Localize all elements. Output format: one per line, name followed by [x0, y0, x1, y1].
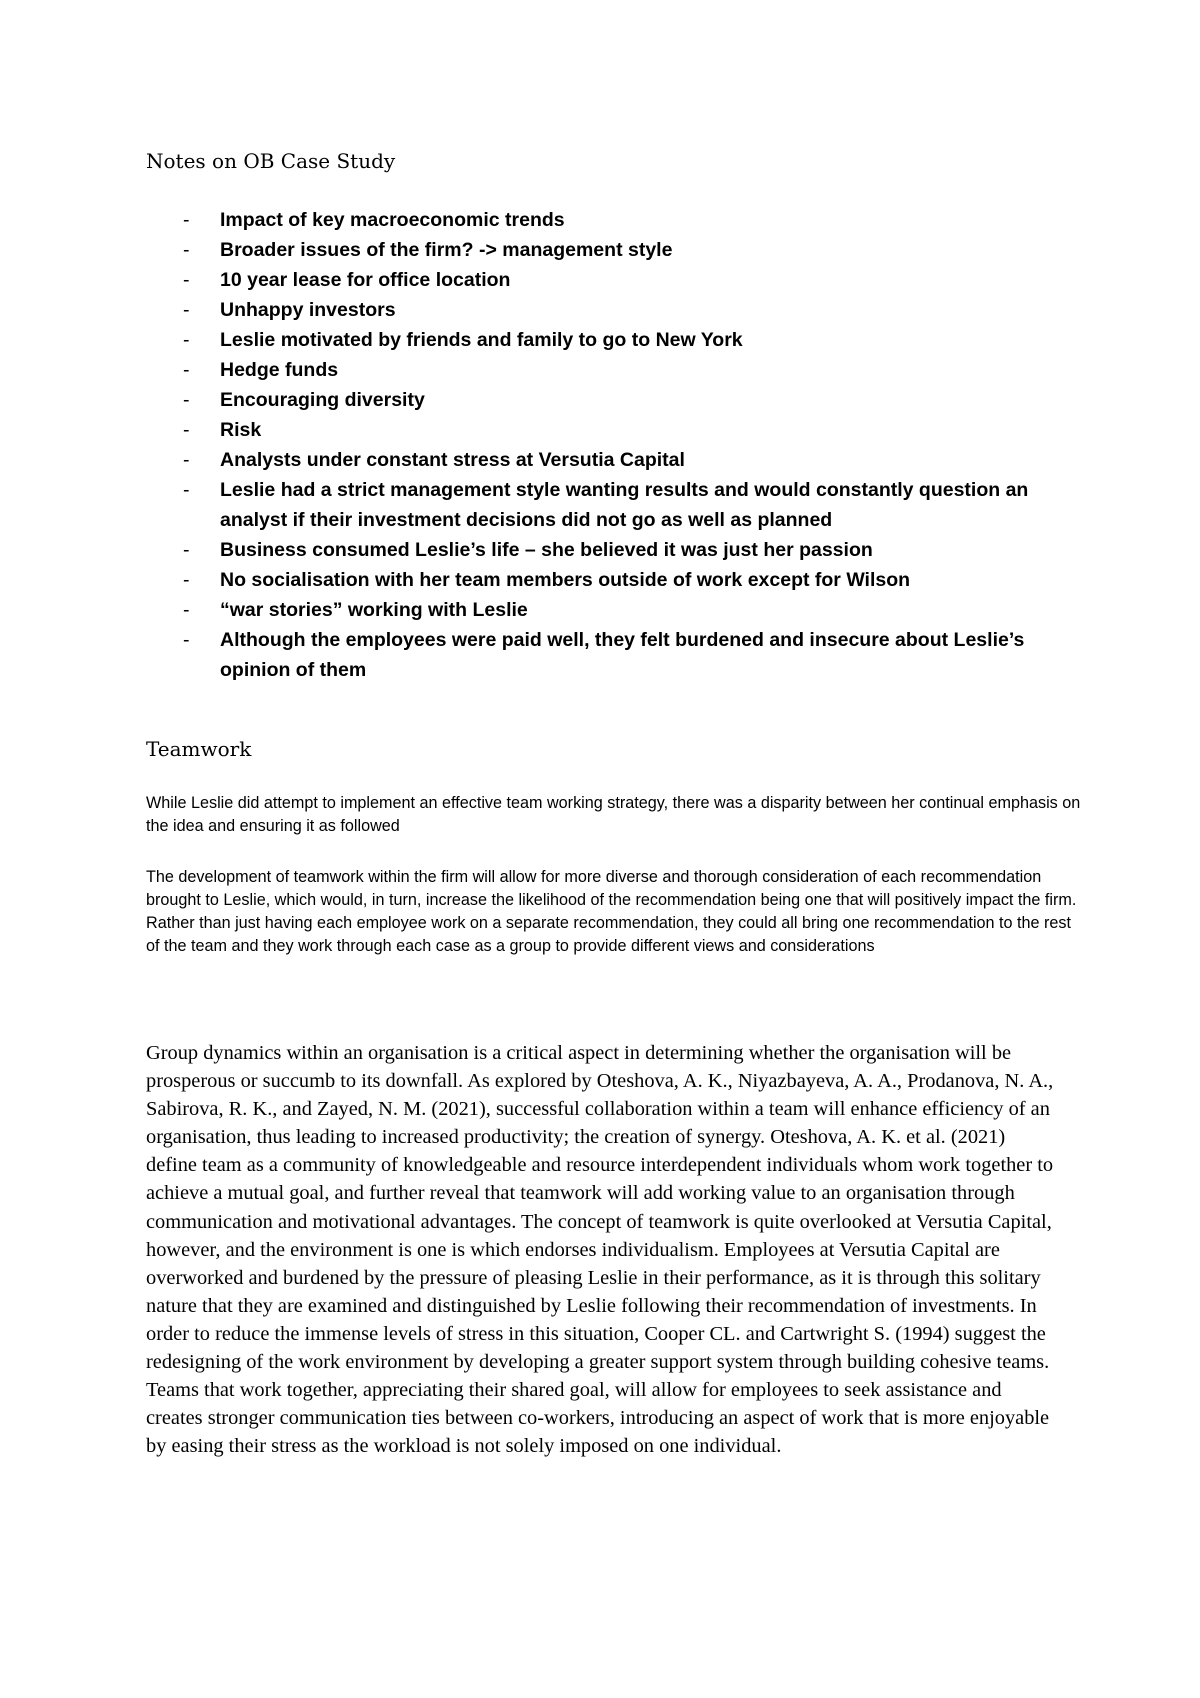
section-heading-teamwork: Teamwork: [146, 737, 252, 761]
bullet-dash: -: [183, 599, 190, 621]
bullet-dash: -: [183, 239, 190, 261]
bullet-dash: -: [183, 449, 190, 471]
bullet-item: [183, 415, 1083, 445]
paragraph-team-strategy: While Leslie did attempt to implement an effective team working strategy, there was a disparity between her continual emphasis on the idea and ensuring it as followed: [146, 794, 1081, 835]
bullet-text: 10 year lease for office location: [220, 269, 511, 291]
bullet-dash: -: [183, 269, 190, 291]
bullet-text: Analysts under constant stress at Versutia Capital: [220, 449, 685, 471]
paragraph-teamwork-development: The development of teamwork within the firm will allow for more diverse and thorough consideration of each recommendation brought to Leslie, which would, in turn, increase the likelihood of the recommendation being one that will positively impact the firm. Rather than just having each employee work on a separate recommendation, they could all bring one recommendation to the rest of the team and they work through each case as a group to provide different views and considerations: [146, 868, 1077, 955]
bullet-item: [183, 445, 1083, 475]
bullet-dash: -: [183, 479, 190, 501]
bullet-item: [183, 235, 1083, 265]
bullet-dash: -: [183, 329, 190, 351]
bullet-item: [183, 265, 1083, 295]
bullet-item: [183, 475, 1083, 535]
bullet-item: [183, 385, 1083, 415]
bullet-text: Impact of key macroeconomic trends: [220, 209, 565, 231]
bullet-dash: -: [183, 419, 190, 441]
bullet-text: No socialisation with her team members outside of work except for Wilson: [220, 569, 911, 591]
bullet-text: Business consumed Leslie’s life – she believed it was just her passion: [220, 539, 873, 561]
paragraph-group-dynamics: Group dynamics within an organisation is a critical aspect in determining whether the organisation will be prosperous or succumb to its downfall. As explored by Oteshova, A. K., Niyazbayeva, A. A., Prodanova, N. A., Sabirova, R. K., and Zayed, N. M. (2021), successful collaboration within a team will enhance efficiency of an organisation, thus leading to increased productivity; the creation of synergy. Oteshova, A. K. et al. (2021) define team as a community of knowledgeable and resource interdependent individuals whom work together to achieve a mutual goal, and further reveal that teamwork will add working value to an organisation through communication and motivational advantages. The concept of teamwork is quite overlooked at Versutia Capital, however, and the environment is one is which endorses individualism. Employees at Versutia Capital are overworked and burdened by the pressure of pleasing Leslie in their performance, as it is through this solitary nature that they are examined and distinguished by Leslie following their recommendation of investments. In order to reduce the immense levels of stress in this situation, Cooper CL. and Cartwright S. (1994) suggest the redesigning of the work environment by developing a greater support system through building cohesive teams. Teams that work together, appreciating their shared goal, will allow for employees to seek assistance and creates stronger communication ties between co-workers, introducing an aspect of work that is more enjoyable by easing their stress as the workload is not solely imposed on one individual.: [146, 1042, 1054, 1458]
bullet-text: Risk: [220, 419, 262, 441]
bullet-text: Leslie had a strict management style wanting results and would constantly question an analyst if their investment decisions did not go as well as planned: [220, 479, 1029, 531]
bullet-item: [183, 295, 1083, 325]
bullet-text: Encouraging diversity: [220, 389, 425, 411]
bullet-text: Leslie motivated by friends and family to go to New York: [220, 329, 743, 351]
bullet-text: “war stories” working with Leslie: [220, 599, 528, 621]
bullet-item: [183, 535, 1083, 565]
bullet-text: Unhappy investors: [220, 299, 396, 321]
bullet-dash: -: [183, 209, 190, 231]
bullet-item: [183, 595, 1083, 625]
bullet-dash: -: [183, 299, 190, 321]
bullet-item: [183, 625, 1083, 685]
bullet-dash: -: [183, 569, 190, 591]
bullet-item: [183, 325, 1083, 355]
bullet-item: [183, 355, 1083, 385]
bullet-text: Broader issues of the firm? -> management style: [220, 239, 673, 261]
bullet-dash: -: [183, 389, 190, 411]
bullet-dash: -: [183, 539, 190, 561]
notes-bullet-list: [183, 205, 1083, 685]
bullet-dash: -: [183, 359, 190, 381]
bullet-item: [183, 565, 1083, 595]
bullet-item: [183, 205, 1083, 235]
bullet-dash: -: [183, 629, 190, 651]
bullet-text: Although the employees were paid well, they felt burdened and insecure about Leslie’s opinion of them: [220, 629, 1025, 681]
bullet-text: Hedge funds: [220, 359, 339, 381]
document-title: Notes on OB Case Study: [146, 149, 396, 173]
